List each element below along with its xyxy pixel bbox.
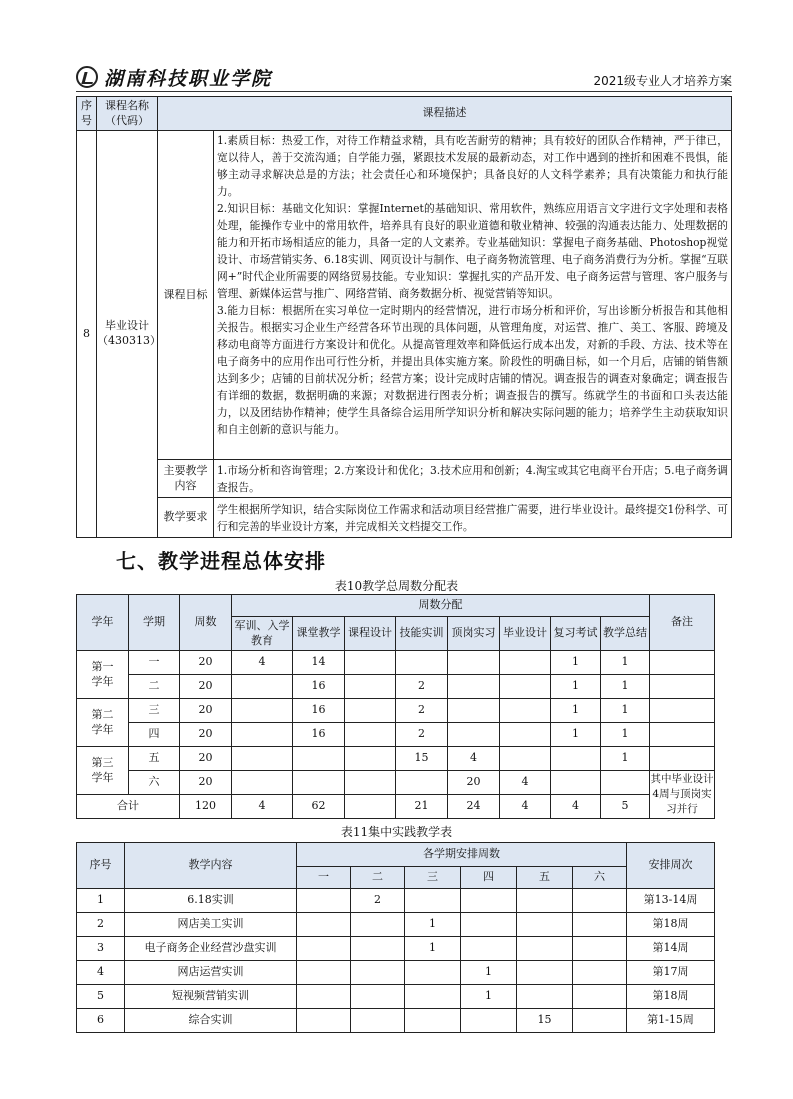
total-cell: 4 xyxy=(551,795,601,819)
dist-cell xyxy=(500,651,551,675)
term-cell: 三 xyxy=(129,699,180,723)
term-cell xyxy=(297,889,351,913)
term-cell: 1 xyxy=(461,985,517,1009)
dist-cell xyxy=(396,771,448,795)
header-weeks: 周数 xyxy=(180,595,232,651)
dist-cell xyxy=(293,747,345,771)
header-term-3: 三 xyxy=(405,867,461,889)
table-row xyxy=(77,1009,715,1033)
dist-cell xyxy=(232,675,293,699)
dist-cell: 16 xyxy=(293,723,345,747)
dist-cell xyxy=(345,747,396,771)
term-cell xyxy=(573,889,627,913)
table-row xyxy=(77,985,715,1009)
dist-cell xyxy=(232,771,293,795)
header-year: 学年 xyxy=(77,595,129,651)
dist-cell xyxy=(345,675,396,699)
table-row xyxy=(77,771,715,795)
header-terms-group: 各学期安排周数 xyxy=(297,843,627,867)
sched-cell: 第13-14周 xyxy=(627,889,715,913)
header-term-4: 四 xyxy=(461,867,517,889)
term-cell xyxy=(351,937,405,961)
term-cell xyxy=(461,913,517,937)
dist-cell: 1 xyxy=(601,651,650,675)
dist-cell xyxy=(551,747,601,771)
goal-label: 课程目标 xyxy=(158,131,214,460)
header-col-class: 课堂教学 xyxy=(293,617,345,651)
total-cell: 21 xyxy=(396,795,448,819)
header-schedule: 安排周次 xyxy=(627,843,715,889)
dist-cell: 16 xyxy=(293,675,345,699)
sched-cell: 第17周 xyxy=(627,961,715,985)
total-cell: 24 xyxy=(448,795,500,819)
dist-cell: 4 xyxy=(448,747,500,771)
term-cell xyxy=(351,985,405,1009)
term-cell xyxy=(517,889,573,913)
dist-cell xyxy=(500,747,551,771)
dist-cell xyxy=(232,699,293,723)
header-col-review: 复习考试 xyxy=(551,617,601,651)
header-term-6: 六 xyxy=(573,867,627,889)
header-seq: 序号 xyxy=(77,843,125,889)
dist-cell: 1 xyxy=(601,699,650,723)
sched-cell: 第14周 xyxy=(627,937,715,961)
header-term-1: 一 xyxy=(297,867,351,889)
dist-cell: 2 xyxy=(396,723,448,747)
dist-cell xyxy=(345,699,396,723)
dist-cell xyxy=(448,675,500,699)
school-name: 湖南科技职业学院 xyxy=(104,68,273,90)
total-cell: 4 xyxy=(232,795,293,819)
header-content: 教学内容 xyxy=(125,843,297,889)
seq-cell: 3 xyxy=(77,937,125,961)
school-logo-icon xyxy=(76,66,98,88)
seq-cell: 6 xyxy=(77,1009,125,1033)
term-cell xyxy=(351,913,405,937)
dist-cell: 2 xyxy=(396,699,448,723)
goal-text: 1.素质目标：热爱工作，对待工作精益求精，具有吃苦耐劳的精神；具有较好的团队合作精神，严于律已，宽以待人，善于交流沟通；自学能力强，紧跟技术发展的最新动态，对工作中遇到的挫折和困难不畏惧，能够主动寻求解决总是的方法；社会责任心和环境保护；具备良好的人文科学素养；具有决策能力和执行能力。 2.知识目标：基础文化知识：掌握Internet的基础知识、常用软件，熟练应用语言文字进行文字处理和表格处理，能操作专业中的常用软件，培养具有良好的职业道德和敬业精神、较强的沟通表达能力、处理数据的能力和开拓市场相适应的能力，具备一定的人文素养。专业基础知识：掌握电子商务基础、Photoshop视觉设计、市场营销实务、6.18实训、网页设计与制作、电子商务物流管理、电子商务消费行为分析。掌握“互联网+”时代企业所需要的网络贸易技能。专业知识：掌握扎实的产品开发、电子商务运营与管理、客户服务与管理、新媒体运营与推广、网络营销、商务数据分析、视觉营销等知识。 3.能力目标：根据所在实习单位一定时期内的经营情况，进行市场分析和评价，写出诊断分析报告和其他相关报告。根据实习企业生产经营各环节出现的具体问题，从管理角度，对运营、推广、美工、客服、跨境及移动电商等方面进行方案设计和优化。从提高管理效率和降低运行成本出发，对新的手段、方法、技术等在电子商务中的应用作出可行性分析，并提出具体实施方案。阶段性的明确目标，如一个月后，店铺的销售额达到多少；店铺的目前状况分析；经营方案；设计完成时店铺的情况。调查报告的调查对象确定；调查报告有详细的数据，数据明确的来源；对数据进行图表分析；调查报告的撰写。练就学生的书面和口头表达能力，以及团结协作精神；使学生具备综合运用所学知识分析和解决实际问题的能力；培养学生主动获取知识和自主创新的意识与能力。 xyxy=(214,131,732,460)
dist-cell xyxy=(345,771,396,795)
header-divider xyxy=(76,91,732,92)
course-name-line1: 毕业设计 xyxy=(105,319,149,333)
note-cell xyxy=(650,651,715,675)
dist-cell: 1 xyxy=(601,723,650,747)
dist-cell xyxy=(500,699,551,723)
content-cell: 6.18实训 xyxy=(125,889,297,913)
dist-cell: 4 xyxy=(500,771,551,795)
term-cell xyxy=(573,985,627,1009)
weeks-cell: 20 xyxy=(180,651,232,675)
dist-cell: 4 xyxy=(232,651,293,675)
seq-cell: 2 xyxy=(77,913,125,937)
content-label: 主要教学内容 xyxy=(158,460,214,498)
total-weeks: 120 xyxy=(180,795,232,819)
table-row xyxy=(77,913,715,937)
table10-caption: 表10教学总周数分配表 xyxy=(334,579,459,593)
term-cell xyxy=(461,889,517,913)
seq-cell: 1 xyxy=(77,889,125,913)
dist-cell: 14 xyxy=(293,651,345,675)
term-cell: 2 xyxy=(351,889,405,913)
term-cell xyxy=(405,1009,461,1033)
term-cell: 四 xyxy=(129,723,180,747)
term-cell xyxy=(517,913,573,937)
dist-cell xyxy=(551,771,601,795)
dist-cell xyxy=(601,771,650,795)
weeks-cell: 20 xyxy=(180,771,232,795)
header-distribution: 周数分配 xyxy=(232,595,650,617)
term-cell xyxy=(297,961,351,985)
table-row xyxy=(77,961,715,985)
table-row xyxy=(77,675,715,699)
header-col-design: 课程设计 xyxy=(345,617,396,651)
content-cell: 综合实训 xyxy=(125,1009,297,1033)
table-row xyxy=(77,699,715,723)
total-label: 合计 xyxy=(77,795,180,819)
content-cell: 短视频营销实训 xyxy=(125,985,297,1009)
term-cell xyxy=(461,937,517,961)
term-cell xyxy=(351,1009,405,1033)
col-header-desc: 课程描述 xyxy=(158,97,732,131)
dist-cell: 1 xyxy=(551,651,601,675)
term-cell: 15 xyxy=(517,1009,573,1033)
seq-cell: 5 xyxy=(77,985,125,1009)
total-cell: 5 xyxy=(601,795,650,819)
col-header-seq: 序号 xyxy=(77,97,97,131)
term-cell xyxy=(573,913,627,937)
week-distribution-table xyxy=(76,594,715,819)
sched-cell: 第18周 xyxy=(627,985,715,1009)
content-cell: 网店运营实训 xyxy=(125,961,297,985)
course-code: （430313） xyxy=(97,334,161,347)
content-cell: 电子商务企业经营沙盘实训 xyxy=(125,937,297,961)
term-cell xyxy=(297,937,351,961)
row-seq: 8 xyxy=(77,131,97,538)
table11-caption: 表11集中实践教学表 xyxy=(340,825,453,839)
dist-cell xyxy=(448,699,500,723)
header-col-intern: 顶岗实习 xyxy=(448,617,500,651)
dist-cell xyxy=(345,651,396,675)
term-cell xyxy=(351,961,405,985)
weeks-cell: 20 xyxy=(180,747,232,771)
dist-cell xyxy=(500,723,551,747)
term-cell: 1 xyxy=(461,961,517,985)
dist-cell: 1 xyxy=(551,675,601,699)
dist-cell xyxy=(293,771,345,795)
dist-cell xyxy=(345,723,396,747)
term-cell: 二 xyxy=(129,675,180,699)
term-cell xyxy=(297,913,351,937)
term-cell xyxy=(517,937,573,961)
term-cell xyxy=(297,985,351,1009)
header-col-military: 军训、入学教育 xyxy=(232,617,293,651)
dist-cell xyxy=(232,723,293,747)
term-cell xyxy=(573,1009,627,1033)
header-col-skill: 技能实训 xyxy=(396,617,448,651)
term-cell: 六 xyxy=(129,771,180,795)
term-cell: 1 xyxy=(405,913,461,937)
note-cell xyxy=(650,675,715,699)
term-cell xyxy=(297,1009,351,1033)
header-col-grad: 毕业设计 xyxy=(500,617,551,651)
term-cell xyxy=(405,985,461,1009)
total-cell: 62 xyxy=(293,795,345,819)
year-label: 第二学年 xyxy=(77,699,129,747)
dist-cell: 2 xyxy=(396,675,448,699)
header-note: 备注 xyxy=(650,595,715,651)
table-row xyxy=(77,723,715,747)
dist-cell: 1 xyxy=(601,747,650,771)
dist-cell: 15 xyxy=(396,747,448,771)
dist-cell: 1 xyxy=(551,699,601,723)
dist-cell xyxy=(500,675,551,699)
practice-teaching-table xyxy=(76,842,715,1033)
weeks-cell: 20 xyxy=(180,723,232,747)
weeks-cell: 20 xyxy=(180,699,232,723)
course-description-table xyxy=(76,96,732,538)
term-cell xyxy=(405,889,461,913)
page-header xyxy=(76,62,732,92)
dist-cell: 16 xyxy=(293,699,345,723)
dist-cell xyxy=(232,747,293,771)
doc-title: 2021级专业人才培养方案 xyxy=(593,74,732,88)
sched-cell: 第18周 xyxy=(627,913,715,937)
dist-cell xyxy=(448,723,500,747)
total-cell xyxy=(345,795,396,819)
content-text: 1.市场分析和咨询管理；2.方案设计和优化；3.技术应用和创新；4.淘宝或其它电商平台开店；5.电子商务调查报告。 xyxy=(214,460,732,498)
header-term: 学期 xyxy=(129,595,180,651)
dist-cell xyxy=(396,651,448,675)
year-label: 第一学年 xyxy=(77,651,129,699)
total-row xyxy=(77,795,715,819)
course-name xyxy=(97,131,161,538)
table-row xyxy=(77,937,715,961)
term-cell xyxy=(405,961,461,985)
table-row xyxy=(77,747,715,771)
weeks-cell: 20 xyxy=(180,675,232,699)
req-label: 教学要求 xyxy=(158,498,214,538)
term-cell xyxy=(573,961,627,985)
term-cell xyxy=(517,961,573,985)
header-col-summary: 教学总结 xyxy=(601,617,650,651)
table-row xyxy=(77,889,715,913)
dist-cell xyxy=(448,651,500,675)
term-cell xyxy=(517,985,573,1009)
note-cell xyxy=(650,699,715,723)
dist-cell: 20 xyxy=(448,771,500,795)
dist-cell: 1 xyxy=(551,723,601,747)
term-cell: 1 xyxy=(405,937,461,961)
content-cell: 网店美工实训 xyxy=(125,913,297,937)
term-cell: 一 xyxy=(129,651,180,675)
col-header-name: 课程名称（代码） xyxy=(97,97,158,131)
term-cell xyxy=(461,1009,517,1033)
section-title: 七、教学进程总体安排 xyxy=(116,549,326,573)
dist-cell: 1 xyxy=(601,675,650,699)
req-text: 学生根据所学知识，结合实际岗位工作需求和活动项目经营推广需要，进行毕业设计。最终提交1份科学、可行和完善的毕业设计方案，并完成相关文档提交工作。 xyxy=(214,498,732,538)
term-cell xyxy=(573,937,627,961)
note-cell: 其中毕业设计4周与顶岗实习并行 xyxy=(650,771,715,819)
header-term-5: 五 xyxy=(517,867,573,889)
note-cell xyxy=(650,723,715,747)
seq-cell: 4 xyxy=(77,961,125,985)
total-cell: 4 xyxy=(500,795,551,819)
header-term-2: 二 xyxy=(351,867,405,889)
sched-cell: 第1-15周 xyxy=(627,1009,715,1033)
note-cell xyxy=(650,747,715,771)
term-cell: 五 xyxy=(129,747,180,771)
table-row xyxy=(77,651,715,675)
year-label: 第三学年 xyxy=(77,747,129,795)
